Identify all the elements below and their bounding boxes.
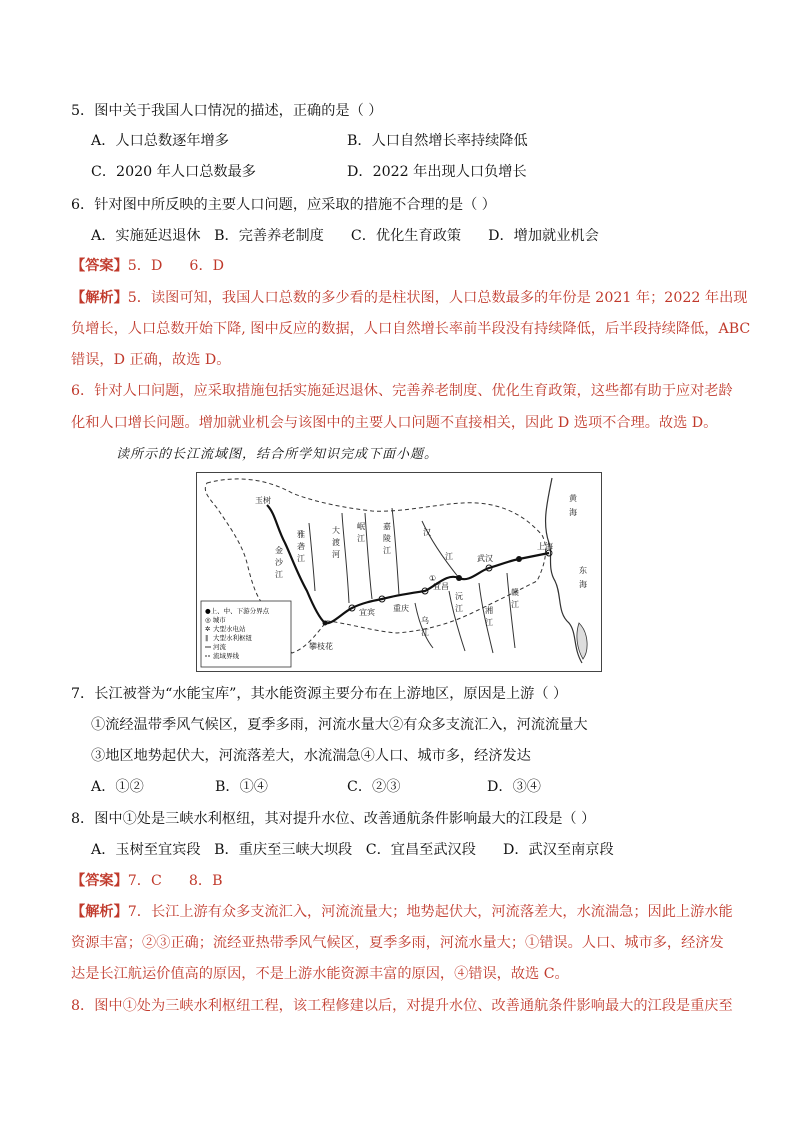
map-label: 沙 — [275, 558, 283, 567]
analysis-line-3: 错误，D 正确，故选 D。 — [71, 352, 231, 368]
legend-item: ◎ 城市 — [205, 616, 226, 624]
analysis-text: 5．读图可知，我国人口总数的多少看的是柱状图，人口总数最多的年份是 2021 年；2022 年出现 — [127, 290, 748, 306]
min-river — [365, 513, 372, 599]
map-label: 渡 — [332, 538, 340, 547]
q7-option-b: B．①④ — [215, 779, 268, 795]
map-label: 江 — [383, 546, 391, 555]
map-label: 大 — [332, 526, 340, 535]
analysis-tag: 【解析】 — [71, 904, 128, 920]
gan-river — [507, 573, 515, 648]
map-label: 江 — [485, 618, 493, 627]
map-label: 江 — [421, 628, 429, 637]
yangtze-basin-map — [196, 472, 602, 672]
q7-option-c: C．②③ — [347, 779, 401, 795]
map-label: 黄 — [569, 494, 577, 503]
q7-statement-2: ③地区地势起伏大，河流落差大，水流湍急④人口、城市多，经济发达 — [91, 748, 531, 764]
q5-option-d: D．2022 年出现人口负增长 — [347, 164, 527, 180]
map-label: 江 — [297, 554, 305, 563]
q8-options: A．玉树至宜宾段 B．重庆至三峡大坝段 C．宜昌至武汉段 D．武汉至南京段 — [91, 842, 614, 858]
answer-block-2 — [71, 871, 223, 891]
legend-item: 流域界线 — [213, 652, 239, 660]
boundary-point — [456, 575, 462, 581]
map-labels — [255, 493, 587, 651]
answer-text: 7．C 8．B — [127, 873, 223, 889]
q6-options: A．实施延迟退休 B．完善养老制度 C．优化生育政策 D．增加就业机会 — [91, 228, 599, 244]
map-label: 玉树 — [255, 496, 271, 505]
answer-tag: 【答案】 — [71, 258, 128, 274]
map-label: 岷 — [357, 522, 365, 531]
map-label: 海 — [579, 580, 587, 589]
city-dot — [323, 621, 328, 626]
map-label: 金 — [275, 546, 283, 555]
analysis2-line-4: 8．图中①处为三峡水利枢纽工程，该工程修建以后，对提升水位、改善通航条件影响最大的江段是重庆至 — [71, 998, 733, 1014]
map-label: 砻 — [297, 542, 305, 551]
analysis2-line-1 — [71, 902, 733, 922]
yalong-river — [309, 523, 315, 591]
map-label: 江 — [511, 600, 519, 609]
analysis-text: 7．长江上游有众多支流汇入，河流流量大；地势起伏大，河流落差大，水流湍急；因此上游水能 — [127, 904, 733, 920]
map-label: 江 — [275, 570, 283, 579]
map-label: 上海 — [537, 542, 553, 551]
map-label: 海 — [569, 508, 577, 517]
map-label: 赣 — [511, 588, 519, 597]
map-label: 湘 — [485, 606, 493, 615]
map-label: 沅 — [455, 592, 463, 601]
map-label: 江 — [455, 604, 463, 613]
wu-river — [415, 603, 433, 648]
map-label: 嘉 — [383, 522, 391, 531]
map-label: 宜宾 — [359, 608, 375, 617]
analysis-line-1 — [71, 288, 747, 308]
q7-statement-1: ①流经温带季风气候区，夏季多雨，河流水量大②有众多支流汇入，河流流量大 — [91, 717, 588, 733]
map-label: 陵 — [383, 534, 391, 543]
q5-stem: 5．图中关于我国人口情况的描述，正确的是（ ） — [71, 103, 383, 119]
map-label: 河 — [332, 550, 340, 559]
q7-option-d: D．③④ — [487, 779, 541, 795]
map-label: 武汉 — [477, 554, 493, 563]
map-label: 江 — [445, 552, 453, 561]
answer-block-1 — [71, 256, 224, 276]
legend-dam-icon: ‖ — [205, 634, 209, 642]
analysis-tag: 【解析】 — [71, 290, 128, 306]
map-label: 乌 — [421, 616, 429, 625]
map-label: ① — [429, 574, 437, 583]
legend-item: 大型水电站 — [213, 625, 246, 633]
dadu-river — [342, 513, 349, 603]
analysis2-line-2: 资源丰富；②③正确；流经亚热带季风气候区，夏季多雨，河流水量大；①错误。人口、城市多，经济发 — [71, 935, 724, 951]
answer-tag: 【答案】 — [71, 873, 128, 889]
jialing-river — [392, 508, 399, 595]
map-label: 雅 — [297, 530, 305, 539]
q8-stem: 8．图中①处是三峡水利枢纽，其对提升水位、改善通航条件影响最大的江段是（ ） — [71, 811, 596, 827]
map-label: 重庆 — [393, 604, 409, 613]
analysis2-line-3: 达是长江航运价值高的原因，不是上游水能资源丰富的原因，④错误，故选 C。 — [71, 966, 569, 982]
map-label: 汉 — [423, 528, 431, 537]
map-label: 东 — [579, 566, 587, 575]
map-label: 江 — [357, 534, 365, 543]
legend-star-icon: ✲ — [205, 625, 211, 633]
q7-stem: 7．长江被誉为“水能宝库”，其水能资源主要分布在上游地区，原因是上游（ ） — [71, 686, 568, 702]
answer-text: 5．D 6．D — [127, 258, 225, 274]
q5-option-c: C．2020 年人口总数最多 — [91, 164, 256, 180]
map-caption: 读所示的长江流域图，结合所学知识完成下面小题。 — [116, 447, 439, 462]
legend-item: 大型水利枢纽 — [213, 634, 252, 642]
q5-option-a: A．人口总数逐年增多 — [91, 133, 229, 149]
map-label: 宜昌 — [433, 582, 449, 591]
map-svg — [197, 473, 601, 671]
q6-stem: 6．针对图中所反映的主要人口问题，应采取的措施不合理的是（ ） — [71, 197, 496, 213]
map-label: 攀枝花 — [309, 642, 333, 651]
legend-item: ●上、中、下游分界点 — [205, 607, 270, 615]
boundary-point — [516, 556, 522, 562]
q5-option-b: B．人口自然增长率持续降低 — [347, 133, 528, 149]
analysis-line-4: 6．针对人口问题，应采取措施包括实施延迟退休、完善养老制度、优化生育政策，这些都有助于应对老龄 — [71, 383, 733, 399]
legend-item: 河流 — [213, 643, 226, 651]
analysis-line-2: 负增长，人口总数开始下降, 图中反应的数据，人口自然增长率前半段没有持续降低，后半段持续降低，ABC — [71, 321, 751, 337]
q7-option-a: A．①② — [91, 779, 144, 795]
analysis-line-5: 化和人口增长问题。增加就业机会与该图中的主要人口问题不直接相关，因此 D 选项不合理。故选 D。 — [71, 415, 718, 431]
